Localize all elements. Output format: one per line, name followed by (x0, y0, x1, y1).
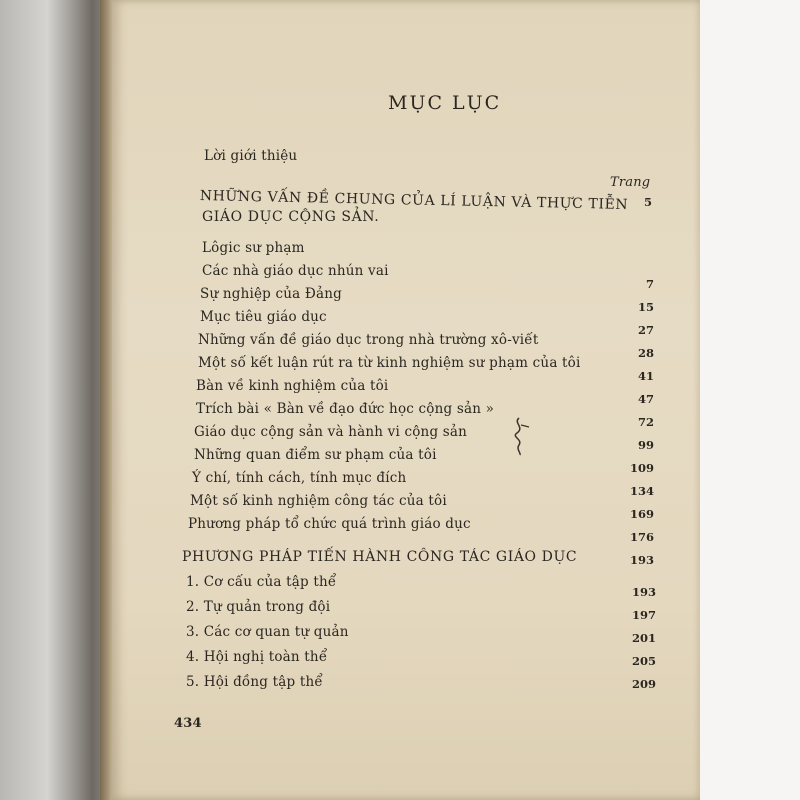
page-ref: 41 (637, 369, 654, 383)
page-ref: 169 (629, 507, 654, 521)
pen-scribble-icon (507, 415, 537, 457)
page-ref: 109 (629, 461, 654, 475)
page-ref: 193 (629, 553, 654, 567)
section1-heading-line1: NHỮNG VẤN ĐỀ CHUNG CỦA LÍ LUẬN VÀ THỰC TIỄN (199, 188, 629, 213)
intro-entry: Lời giới thiệu (204, 148, 298, 164)
list-item: Những quan điểm sư phạm của tôi (194, 447, 437, 463)
list-item: 5. Hội đồng tập thể (186, 674, 323, 690)
list-item: 4. Hội nghị toàn thể (186, 649, 328, 665)
page-ref: 47 (637, 392, 654, 406)
page-number: 434 (174, 716, 202, 731)
page-ref: 7 (645, 277, 654, 291)
list-item: Giáo dục cộng sản và hành vi cộng sản (194, 424, 468, 440)
page-ref: 197 (631, 608, 656, 622)
intro-page: 5 (643, 195, 652, 209)
list-item: Lôgic sư phạm (202, 240, 305, 256)
list-item: 2. Tự quản trong đội (186, 599, 331, 615)
list-item: Một số kết luận rút ra từ kinh nghiệm sư phạm của tôi (198, 355, 581, 371)
list-item: 3. Các cơ quan tự quản (186, 624, 349, 640)
list-item: Một số kinh nghiệm công tác của tôi (190, 493, 447, 509)
page-ref: 134 (629, 484, 654, 498)
page-ref: 201 (631, 631, 656, 645)
list-item: Những vấn đề giáo dục trong nhà trường xô-viết (198, 332, 539, 348)
page-title: MỤC LỤC (388, 92, 502, 114)
background-right (700, 0, 800, 800)
list-item: Trích bài « Bàn về đạo đức học cộng sản » (196, 401, 495, 417)
page-ref: 193 (631, 585, 656, 599)
section2-heading: PHƯƠNG PHÁP TIẾN HÀNH CÔNG TÁC GIÁO DỤC (182, 549, 578, 565)
list-item: Sự nghiệp của Đảng (200, 286, 342, 302)
page-ref: 176 (629, 530, 654, 544)
list-item: Phương pháp tổ chức quá trình giáo dục (188, 516, 471, 532)
section1-heading-line2: GIÁO DỤC CỘNG SẢN. (202, 209, 380, 225)
page-ref: 209 (631, 677, 656, 691)
book-binding (0, 0, 105, 800)
trang-label: Trang (610, 175, 651, 190)
list-item: Mục tiêu giáo dục (200, 309, 327, 325)
list-item: Bàn về kinh nghiệm của tôi (196, 378, 389, 394)
list-item: Các nhà giáo dục nhún vai (202, 263, 389, 279)
list-item: Ý chí, tính cách, tính mục đích (192, 470, 407, 486)
page-ref: 28 (637, 346, 654, 360)
page-ref: 15 (637, 300, 654, 314)
page-ref: 99 (637, 438, 654, 452)
book-page (112, 0, 700, 800)
list-item: 1. Cơ cấu của tập thể (186, 574, 337, 590)
page-ref: 72 (637, 415, 654, 429)
page-ref: 205 (631, 654, 656, 668)
page-ref: 27 (637, 323, 654, 337)
